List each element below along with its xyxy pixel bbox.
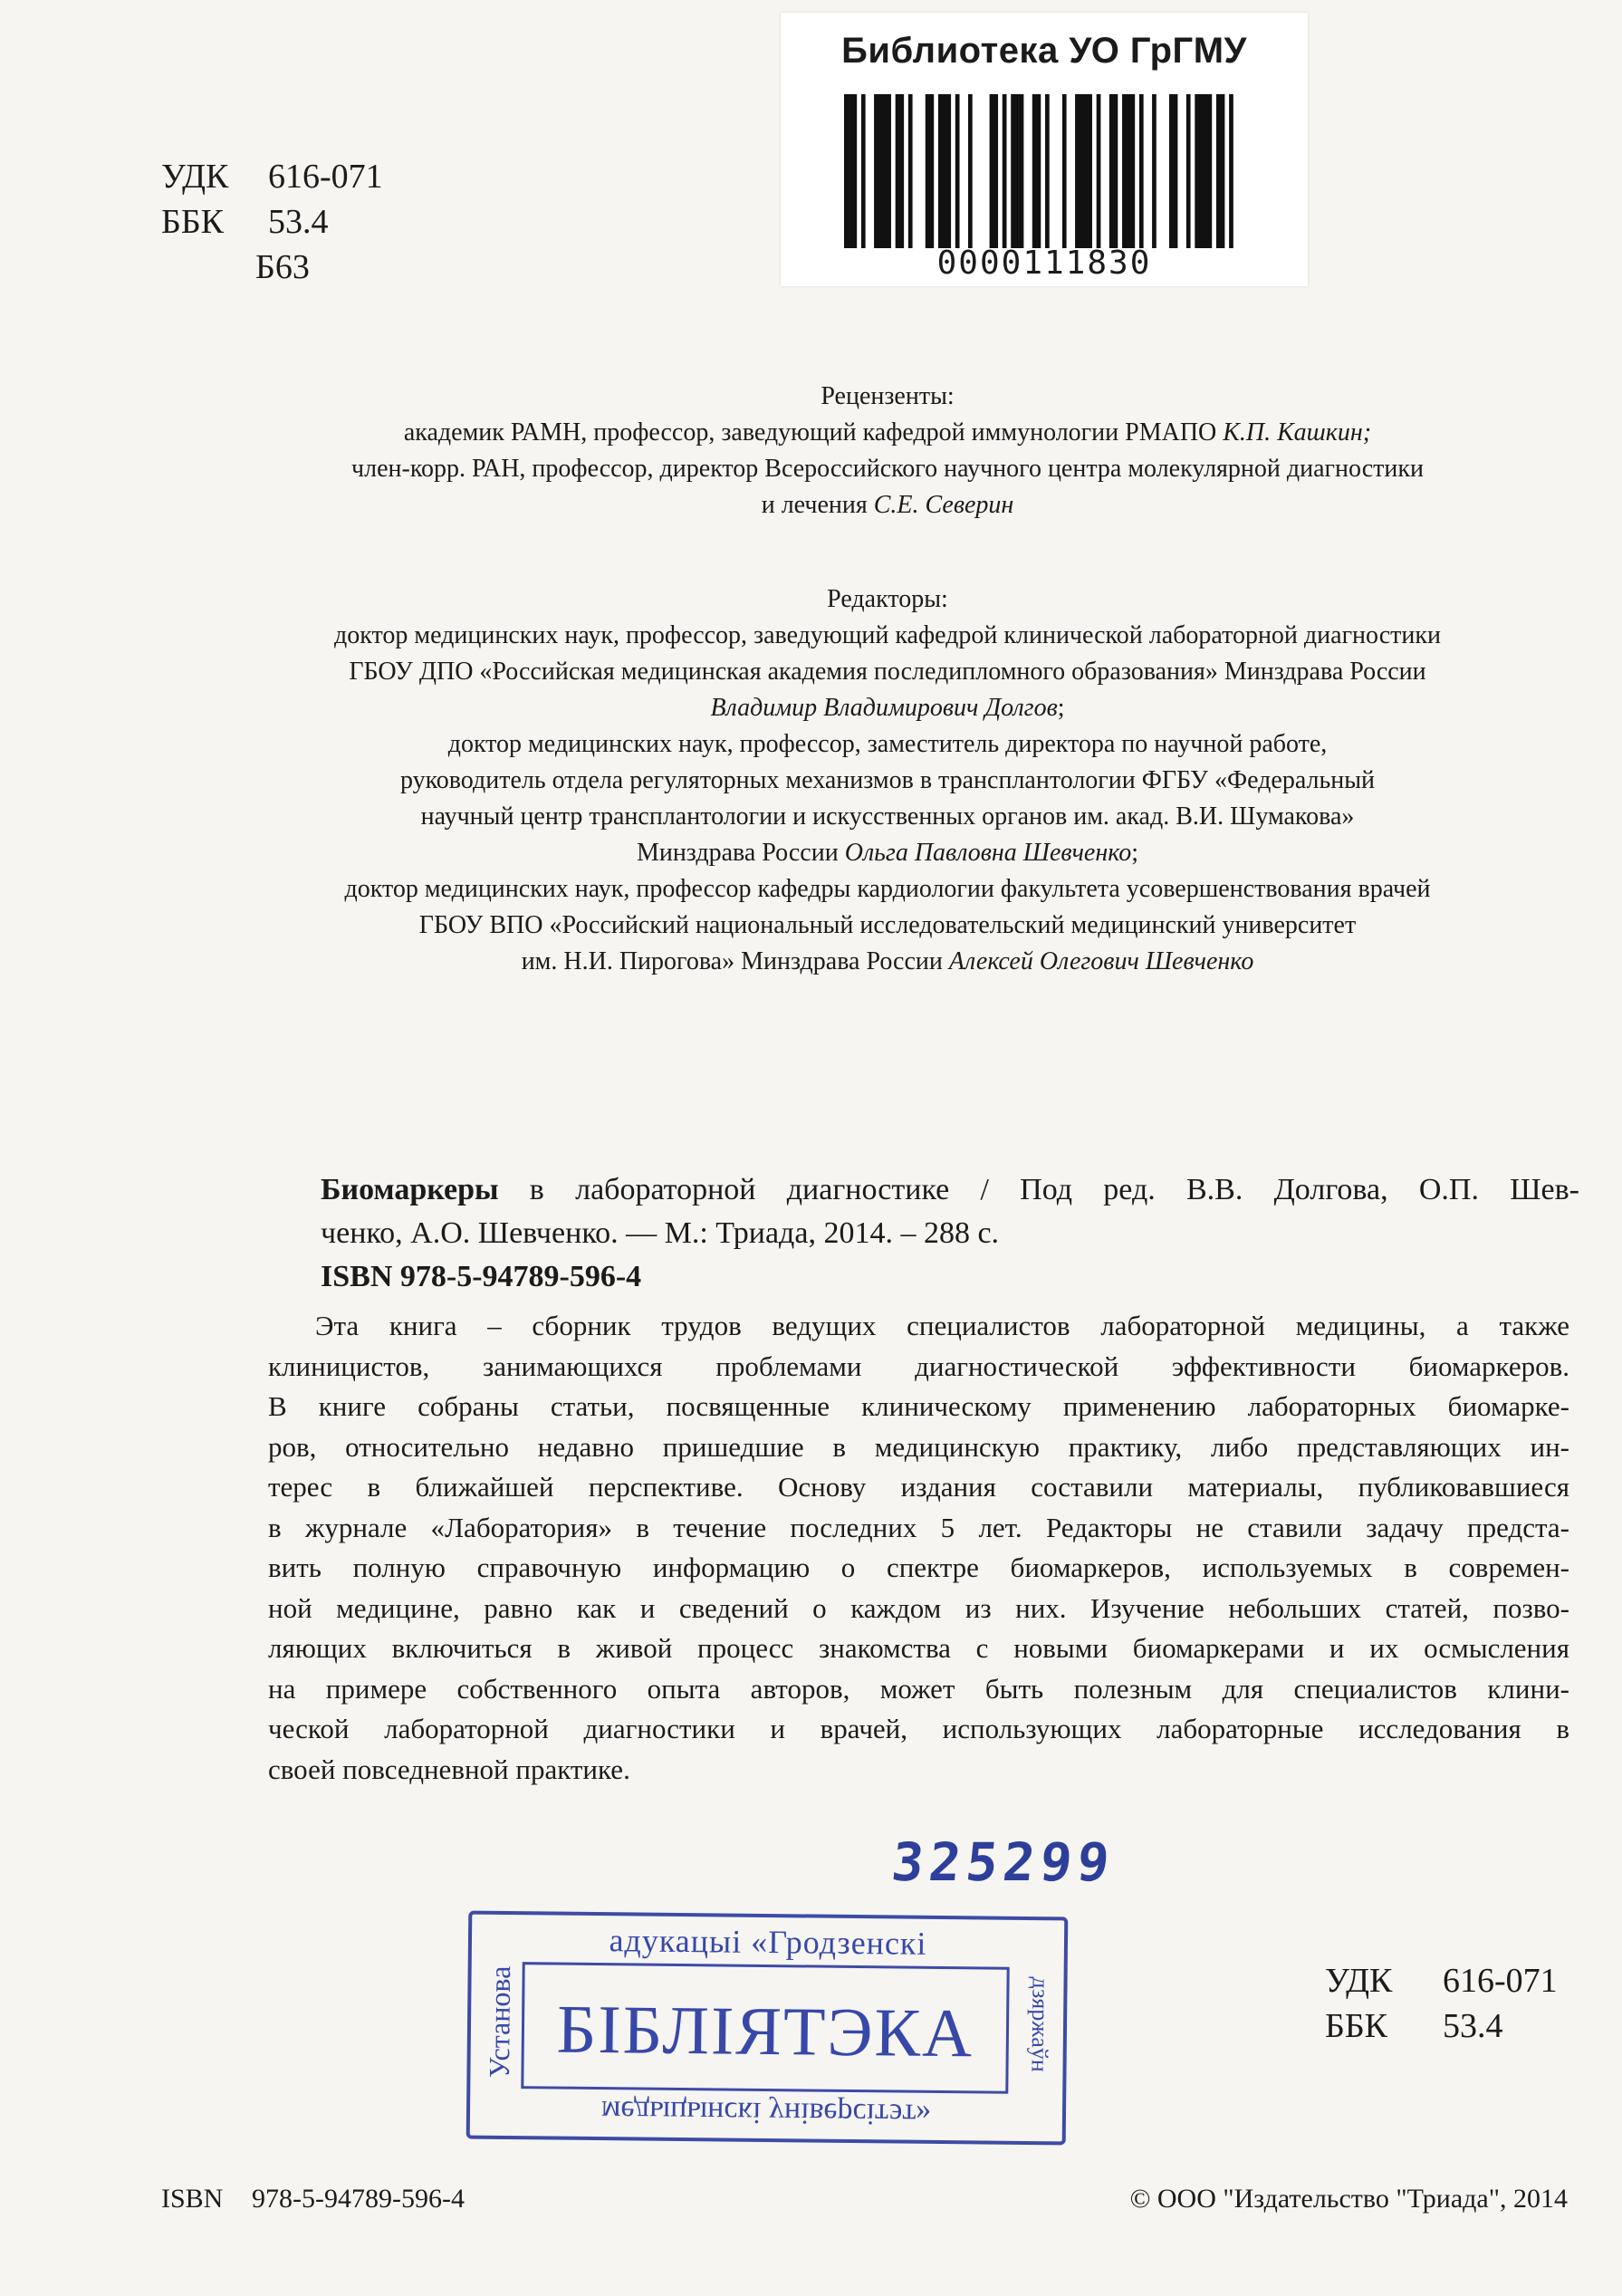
author-mark-row (161, 245, 383, 290)
udk-row (161, 154, 383, 199)
barcode-number: 0000111830 (936, 245, 1152, 282)
library-stamp (466, 1911, 1069, 2146)
annotation-line: ров, относительно недавно пришедшие в медицинскую практику, либо представляющих ин- (268, 1430, 1569, 1463)
barcode-bar (1045, 94, 1050, 248)
editor-3-line-1: доктор медицинских наук, профессор кафедры кардиологии факультета усовершенствования врачей (344, 875, 1431, 903)
barcode-bar (1139, 94, 1144, 248)
reviewer-1-affiliation: академик РАМН, профессор, заведующий кафедрой иммунологии РМАПО (403, 418, 1224, 447)
udk-value-bottom: 616-071 (1443, 1962, 1558, 2000)
bibliographic-word: В.В. (1186, 1173, 1243, 1206)
editor-1-name: Владимир Владимирович Долгов (710, 694, 1058, 722)
annotation-line: Эта книга – сборник трудов ведущих специалистов лабораторной медицины, а также (315, 1310, 1569, 1341)
bibliographic-word: Долгова, (1273, 1173, 1388, 1206)
barcode-bar (861, 94, 866, 248)
editor-3 (181, 944, 1594, 980)
stamp-right-text: дзяржаўн (1026, 1976, 1054, 2072)
footer-isbn-value: 978-5-94789-596-4 (252, 2184, 465, 2214)
editor-1-separator: ; (1057, 694, 1065, 722)
annotation-line: в журнале «Лаборатория» в течение последних 5 лет. Редакторы не ставили задачу предста- (268, 1511, 1569, 1543)
classification-bottom (1325, 1958, 1558, 2049)
book-title: Биомаркеры (321, 1173, 499, 1206)
bibliographic-word: диагностике (786, 1173, 950, 1206)
bibliographic-word: в (529, 1173, 544, 1206)
bibliographic-word: ред. (1103, 1173, 1156, 1206)
stamp-top-text: адукацыі «Гродзенскі (609, 1922, 927, 1962)
library-barcode-sticker (781, 13, 1308, 286)
editor-3-line-2: ГБОУ ВПО «Российский национальный исследовательский медицинский университет (418, 911, 1357, 939)
bbk-label-bottom: ББК (1325, 2007, 1387, 2045)
barcode-bar (844, 94, 857, 248)
bbk-label: ББК (161, 203, 224, 241)
annotation-text (268, 1306, 1569, 1790)
barcode-bar (874, 94, 891, 248)
editor-2-affiliation-end: Минздрава России (636, 839, 845, 867)
barcode-bar (990, 94, 998, 248)
barcode-bar (908, 94, 913, 248)
editor-2-line-3: научный центр трансплантологии и искусственных органов им. акад. В.И. Шумакова» (420, 802, 1355, 831)
barcode-bar (1062, 94, 1067, 248)
bibliographic-record (321, 1168, 1579, 1299)
barcode-bar (955, 94, 960, 248)
barcode-graphic (844, 94, 1246, 248)
barcode-bar (1122, 94, 1135, 248)
udk-value: 616-071 (268, 158, 383, 196)
bibliographic-word: Под (1020, 1173, 1073, 1206)
stamp-bottom-text: медыцынскі універсітэт» (600, 2094, 932, 2131)
editor-1 (181, 690, 1594, 726)
annotation-line: В книге собраны статьи, посвященные клиническому применению лабораторных биомарке- (268, 1390, 1569, 1422)
barcode-bar (1152, 94, 1157, 248)
bibliographic-word: О.П. (1418, 1173, 1479, 1206)
author-mark: Б63 (255, 248, 310, 286)
stamp-main-text: БІБЛІЯТЭКА (556, 1991, 974, 2072)
bbk-row-bottom (1325, 2003, 1558, 2049)
reviewer-2 (181, 487, 1594, 524)
editor-2 (181, 835, 1594, 871)
classification-top (161, 154, 383, 290)
annotation-line: вить полную справочную информацию о спектре биомаркеров, используемых в современ- (268, 1551, 1569, 1583)
barcode-bar (938, 94, 951, 248)
editor-2-name: Ольга Павловна Шевченко (844, 839, 1132, 867)
reviewers-heading: Рецензенты: (821, 382, 955, 410)
editor-2-separator: ; (1131, 839, 1139, 867)
reviewers-block (181, 379, 1594, 524)
barcode-bar (1003, 94, 1007, 248)
udk-label: УДК (161, 158, 229, 196)
footer-isbn-label: ISBN (161, 2184, 224, 2214)
inventory-number: 325299 (888, 1831, 1118, 1893)
editor-3-name: Алексей Олегович Шевченко (948, 947, 1254, 975)
bibliographic-word: / (980, 1173, 989, 1206)
annotation-line: терес в ближайшей перспективе. Основу издания составили материалы, публиковавшиеся (268, 1471, 1569, 1503)
stamp-left-text: Установа (482, 1965, 517, 2079)
udk-row-bottom (1325, 1958, 1558, 2003)
editor-2-line-2: руководитель отдела регуляторных механизмов в трансплантологии ФГБУ «Федеральный (399, 766, 1376, 794)
editor-1-line-2: ГБОУ ДПО «Российская медицинская академия последипломного образования» Минздрава России (349, 658, 1426, 686)
barcode-bar (1216, 94, 1224, 248)
bibliographic-isbn: ISBN 978-5-94789-596-4 (321, 1260, 642, 1293)
barcode-bar (1186, 94, 1191, 248)
bbk-value: 53.4 (268, 203, 329, 241)
barcode-bar (1011, 94, 1023, 248)
editors-block (181, 581, 1594, 980)
barcode-bar (1097, 94, 1101, 248)
barcode-bar (1032, 94, 1041, 248)
editor-2-line-1: доктор медицинских наук, профессор, заместитель директора по научной работе, (447, 730, 1328, 758)
bibliographic-line-2: ченко, А.О. Шевченко. — М.: Триада, 2014. – 288 с. (321, 1216, 1000, 1250)
barcode-bar (1169, 94, 1177, 248)
barcode-bar (1109, 94, 1118, 248)
sticker-title: Библиотека УО ГрГМУ (841, 31, 1247, 71)
footer-isbn (161, 2184, 465, 2214)
barcode-bar (968, 94, 973, 248)
editor-3-affiliation-end: им. Н.И. Пирогова» Минздрава России (521, 947, 949, 975)
annotation-line: своей повседневной практике. (268, 1753, 630, 1785)
reviewer-2-name: С.Е. Северин (873, 491, 1014, 519)
reviewer-1-name: К.П. Кашкин; (1223, 418, 1372, 447)
bbk-value-bottom: 53.4 (1443, 2007, 1503, 2045)
udk-label-bottom: УДК (1325, 1962, 1393, 2000)
barcode-bar (926, 94, 934, 248)
bbk-row (161, 199, 383, 245)
annotation-line: ной медицине, равно как и сведений о каждом из них. Изучение небольших статей, позво- (268, 1591, 1569, 1624)
annotation-line: ческой лабораторной диагностики и врачей, использующих лабораторные исследования в (268, 1713, 1569, 1744)
barcode-bar (1075, 94, 1092, 248)
editor-1-line-1: доктор медицинских наук, профессор, заведующий кафедрой клинической лабораторной диагностики (334, 621, 1441, 649)
barcode-bar (1195, 94, 1212, 248)
bibliographic-word: Шев- (1510, 1173, 1579, 1206)
annotation-line: на примере собственного опыта авторов, может быть полезным для специалистов клини- (268, 1672, 1569, 1705)
stamp-inner-frame (521, 1962, 1009, 2094)
annotation-line: ляющих включиться в живой процесс знакомства с новыми биомаркерами и их осмысления (268, 1632, 1569, 1664)
reviewer-2-affiliation-end: и лечения (761, 491, 874, 519)
annotation-line: клиницистов, занимающихся проблемами диагностической эффективности биомаркеров. (268, 1350, 1569, 1382)
editors-heading: Редакторы: (827, 585, 948, 613)
barcode-bar (896, 94, 904, 248)
footer-copyright: © ООО "Издательство "Триада", 2014 (1129, 2184, 1568, 2214)
bibliographic-line-1 (321, 1168, 1579, 1212)
bibliographic-word: лабораторной (575, 1173, 756, 1206)
reviewer-2-line: член-корр. РАН, профессор, директор Всероссийского научного центра молекулярной диагностики (351, 455, 1424, 483)
barcode-bar (1229, 94, 1233, 248)
reviewer-1 (181, 415, 1594, 451)
